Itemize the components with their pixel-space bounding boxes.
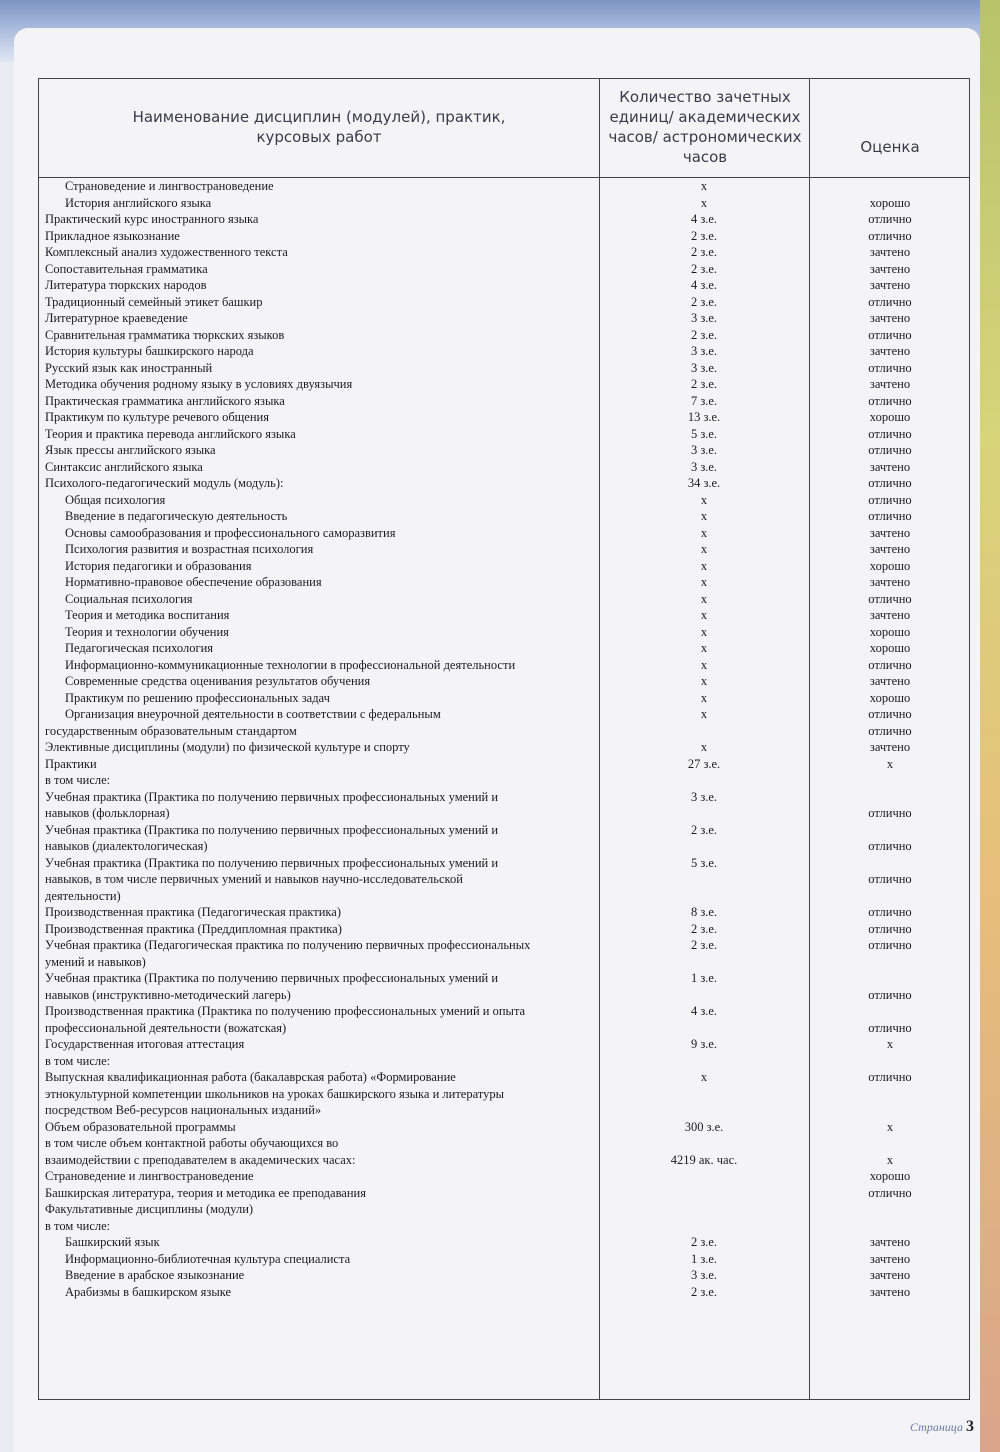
credit-quantity: 2 з.е. (690, 377, 718, 391)
discipline-name: Педагогическая психология (65, 641, 214, 655)
grade: зачтено (869, 575, 911, 589)
credit-quantity: 3 з.е. (690, 360, 718, 375)
grade: зачтено (869, 311, 911, 325)
table-row (39, 740, 971, 756)
discipline-name: Сравнительная грамматика тюркских языков (45, 327, 285, 342)
grade: хорошо (869, 410, 911, 424)
discipline-name: Социальная психология (65, 591, 193, 606)
credit-quantity: 3 з.е. (690, 1268, 718, 1282)
table-row (39, 707, 971, 723)
discipline-name: Практический курс иностранного языка (45, 212, 259, 226)
grades-table (38, 78, 970, 1400)
table-row (39, 773, 971, 789)
table-row (39, 361, 971, 377)
discipline-name: Русский язык как иностранный (45, 360, 213, 375)
table-row (39, 493, 971, 509)
grade: отлично (868, 393, 912, 408)
discipline-name: Элективные дисциплины (модули) по физической культуре и спорту (45, 740, 410, 754)
grade: отлично (868, 1185, 912, 1200)
credit-quantity: х (700, 608, 708, 622)
credit-quantity: 2 з.е. (690, 245, 718, 259)
discipline-name: Практикум по решению профессиональных задач (65, 690, 330, 705)
discipline-name: Выпускная квалификационная работа (бакалаврская работа) «Формирование (45, 1070, 456, 1084)
table-row (39, 262, 971, 278)
table-row (39, 410, 971, 426)
table-row (39, 608, 971, 624)
discipline-name: Учебная практика (Практика по получению первичных профессиональных умений и (45, 789, 499, 804)
header-discipline: Наименование дисциплин (модулей), практик, курсовых работ (132, 108, 506, 146)
credit-quantity: х (700, 1070, 708, 1084)
discipline-name: Объем образовательной программы (45, 1119, 236, 1134)
grade: отлично (868, 443, 912, 457)
table-row (39, 1004, 971, 1020)
grade: отлично (868, 707, 912, 721)
table-row (39, 757, 971, 773)
credit-quantity: 2 з.е. (690, 294, 718, 309)
discipline-name: Учебная практика (Практика по получению первичных профессиональных умений и (45, 855, 499, 870)
discipline-name: Теория и практика перевода английского языка (45, 426, 296, 441)
table-row (39, 311, 971, 327)
table-row (39, 476, 971, 492)
table-row (39, 938, 971, 954)
discipline-name: Производственная практика (Практика по получению профессиональных умений и опыта (45, 1004, 526, 1018)
discipline-name: Практики (45, 756, 97, 771)
table-row (39, 212, 971, 228)
discipline-name: Основы самообразования и профессионального саморазвития (65, 525, 396, 540)
table-row (39, 278, 971, 294)
discipline-name: Государственная итоговая аттестация (45, 1037, 245, 1051)
decorative-side-band (980, 0, 1000, 1452)
grade: отлично (868, 212, 912, 226)
credit-quantity: 13 з.е. (687, 410, 721, 424)
table-row (39, 575, 971, 591)
grade: зачтено (869, 344, 911, 358)
discipline-name: навыков (инструктивно-методический лагерь) (45, 987, 291, 1002)
discipline-name: Нормативно-правовое обеспечение образования (65, 575, 322, 589)
grade: отлично (868, 360, 912, 375)
credit-quantity: 8 з.е. (690, 905, 718, 919)
table-row (39, 1070, 971, 1086)
credit-quantity: 2 з.е. (690, 1284, 718, 1299)
discipline-name: в том числе объем контактной работы обучающихся во (45, 1136, 339, 1150)
grade: зачтено (869, 278, 911, 292)
grade: зачтено (869, 542, 911, 556)
credit-quantity: 1 з.е. (690, 1251, 718, 1266)
table-row (39, 658, 971, 674)
discipline-name: Страноведение и лингвострановедение (65, 179, 274, 193)
credit-quantity: 27 з.е. (687, 756, 721, 771)
discipline-name: навыков (фольклорная) (45, 806, 170, 820)
discipline-name: Учебная практика (Практика по получению первичных профессиональных умений и (45, 822, 499, 837)
discipline-name: Синтаксис английского языка (45, 459, 203, 474)
table-row (39, 905, 971, 921)
credit-quantity: х (700, 195, 708, 210)
table-row (39, 542, 971, 558)
grade: отлично (868, 591, 912, 606)
grade: х (886, 1152, 894, 1167)
discipline-name: умений и навыков) (45, 954, 146, 969)
grade: хорошо (869, 1169, 911, 1183)
credit-quantity: 3 з.е. (690, 311, 718, 325)
table-row (39, 592, 971, 608)
grade: хорошо (869, 641, 911, 655)
discipline-name: Учебная практика (Практика по получению первичных профессиональных умений и (45, 971, 499, 985)
discipline-name: Традиционный семейный этикет башкир (45, 294, 263, 309)
discipline-name: в том числе: (45, 1053, 111, 1068)
table-row (39, 394, 971, 410)
credit-quantity: 7 з.е. (690, 393, 718, 408)
grade: отлично (868, 1020, 912, 1035)
credit-quantity: 3 з.е. (690, 344, 718, 358)
table-row (39, 229, 971, 245)
discipline-name: навыков (диалектологическая) (45, 839, 208, 853)
discipline-name: посредством Веб-ресурсов национальных изданий» (45, 1103, 322, 1117)
table-row (39, 790, 971, 806)
table-row (39, 1037, 971, 1053)
table-row (39, 295, 971, 311)
discipline-name: Литературное краеведение (45, 311, 188, 325)
grade: отлично (868, 1070, 912, 1084)
grade: зачтено (869, 740, 911, 754)
page-label: Страница (910, 1420, 963, 1434)
table-row (39, 443, 971, 459)
grade: отлично (868, 905, 912, 919)
discipline-name: Психология развития и возрастная психология (65, 542, 314, 556)
credit-quantity: 2 з.е. (690, 1235, 718, 1249)
grade: зачтено (869, 1268, 911, 1282)
discipline-name: Практическая грамматика английского языка (45, 393, 285, 408)
grade: отлично (868, 806, 912, 820)
table-row (39, 1021, 971, 1037)
credit-quantity: 2 з.е. (690, 938, 718, 952)
table-row (39, 872, 971, 888)
grade: зачтено (869, 1251, 911, 1266)
table-row (39, 1252, 971, 1268)
credit-quantity: х (700, 525, 708, 540)
discipline-name: Башкирская литература, теория и методика ее преподавания (45, 1185, 366, 1200)
discipline-name: История английского языка (65, 195, 212, 210)
grade: отлично (868, 294, 912, 309)
discipline-name: в том числе: (45, 773, 111, 787)
table-row (39, 1136, 971, 1152)
grade: хорошо (869, 195, 911, 210)
page-footer (910, 1418, 974, 1436)
header-divider (39, 177, 969, 178)
discipline-name: взаимодействии с преподавателем в академических часах: (45, 1152, 356, 1167)
discipline-name: Методика обучения родному языку в условиях двуязычия (45, 377, 353, 391)
grade: отлично (868, 987, 912, 1002)
discipline-name: Организация внеурочной деятельности в соответствии с федеральным (65, 707, 441, 721)
table-row (39, 691, 971, 707)
table-row (39, 1235, 971, 1251)
grade: хорошо (869, 558, 911, 573)
table-row (39, 377, 971, 393)
discipline-name: в том числе: (45, 1218, 111, 1233)
credit-quantity: х (700, 641, 708, 655)
credit-quantity: 3 з.е. (690, 443, 718, 457)
grade: отлично (868, 872, 912, 886)
table-row (39, 625, 971, 641)
credit-quantity: х (700, 542, 708, 556)
table-row (39, 526, 971, 542)
table-row (39, 1285, 971, 1301)
discipline-name: Сопоставительная грамматика (45, 261, 208, 276)
discipline-name: История культуры башкирского народа (45, 344, 254, 358)
credit-quantity: х (700, 591, 708, 606)
table-row (39, 509, 971, 525)
grade: зачтено (869, 1284, 911, 1299)
discipline-name: Комплексный анализ художественного текста (45, 245, 288, 259)
discipline-name: Производственная практика (Педагогическая практика) (45, 905, 342, 919)
credit-quantity: 2 з.е. (690, 228, 718, 243)
table-row (39, 1268, 971, 1284)
grade: зачтено (869, 525, 911, 540)
grade: отлично (868, 921, 912, 936)
table-row (39, 1054, 971, 1070)
credit-quantity: 4 з.е. (690, 212, 718, 226)
discipline-name: Арабизмы в башкирском языке (65, 1284, 232, 1299)
discipline-name: государственным образовательным стандартом (45, 723, 297, 738)
credit-quantity: х (700, 575, 708, 589)
table-row (39, 1153, 971, 1169)
table-row (39, 641, 971, 657)
discipline-name: Производственная практика (Преддипломная практика) (45, 921, 342, 936)
discipline-name: Информационно-коммуникационные технологии в профессиональной деятельности (65, 657, 516, 672)
page-number: 3 (965, 1418, 974, 1435)
discipline-name: Психолого-педагогический модуль (модуль): (45, 476, 284, 490)
credit-quantity: 2 з.е. (690, 261, 718, 276)
credit-quantity: 2 з.е. (690, 921, 718, 936)
table-row (39, 559, 971, 575)
header-quantity: Количество зачетных единиц/ академических часов/ астрономических часов (608, 88, 802, 166)
discipline-name: Факультативные дисциплины (модули) (45, 1202, 254, 1216)
grade: отлично (868, 327, 912, 342)
grade: зачтено (869, 674, 911, 688)
grade: зачтено (869, 261, 911, 276)
credit-quantity: х (700, 657, 708, 672)
discipline-name: Теория и технологии обучения (65, 624, 229, 639)
discipline-name: Введение в арабское языкознание (65, 1268, 245, 1282)
table-row (39, 839, 971, 855)
table-row (39, 955, 971, 971)
credit-quantity: х (700, 674, 708, 688)
discipline-name: Язык прессы английского языка (45, 443, 216, 457)
discipline-name: профессиональной деятельности (вожатская) (45, 1020, 287, 1035)
credit-quantity: х (700, 509, 708, 523)
discipline-name: Страноведение и лингвострановедение (45, 1169, 254, 1183)
grade: отлично (868, 938, 912, 952)
credit-quantity: 9 з.е. (690, 1037, 718, 1051)
header-grade: Оценка (860, 138, 920, 156)
grade: зачтено (869, 377, 911, 391)
discipline-name: деятельности) (45, 888, 121, 903)
table-row (39, 1186, 971, 1202)
table-row (39, 460, 971, 476)
credit-quantity: 5 з.е. (690, 426, 718, 441)
grade: отлично (868, 839, 912, 853)
grade: зачтено (869, 1235, 911, 1249)
discipline-name: навыков, в том числе первичных умений и навыков научно-исследовательской (45, 872, 463, 886)
discipline-name: Прикладное языкознание (45, 228, 180, 243)
credit-quantity: 34 з.е. (687, 476, 721, 490)
table-row (39, 245, 971, 261)
discipline-name: Практикум по культуре речевого общения (45, 410, 269, 424)
table-row (39, 971, 971, 987)
grade: отлично (868, 228, 912, 243)
grade: отлично (868, 426, 912, 441)
grade: х (886, 1037, 894, 1051)
credit-quantity: 5 з.е. (690, 855, 718, 870)
credit-quantity: 2 з.е. (690, 327, 718, 342)
table-row (39, 889, 971, 905)
table-row (39, 1087, 971, 1103)
table-row (39, 179, 971, 195)
discipline-name: Общая психология (65, 492, 166, 507)
grade: отлично (868, 476, 912, 490)
grade: отлично (868, 723, 912, 738)
grade: зачтено (869, 608, 911, 622)
credit-quantity: 2 з.е. (690, 822, 718, 837)
credit-quantity: 4 з.е. (690, 278, 718, 292)
discipline-name: Введение в педагогическую деятельность (65, 509, 288, 523)
table-row (39, 922, 971, 938)
discipline-name: Информационно-библиотечная культура специалиста (65, 1251, 351, 1266)
table-row (39, 988, 971, 1004)
credit-quantity: 3 з.е. (690, 459, 718, 474)
table-row (39, 1169, 971, 1185)
discipline-name: Теория и методика воспитания (65, 608, 230, 622)
credit-quantity: 1 з.е. (690, 971, 718, 985)
table-row (39, 1120, 971, 1136)
table-row (39, 1219, 971, 1235)
table-row (39, 328, 971, 344)
grade: х (886, 1119, 894, 1134)
credit-quantity: 4219 ак. час. (670, 1152, 738, 1167)
table-row (39, 344, 971, 360)
credit-quantity: х (700, 740, 708, 754)
credit-quantity: 4 з.е. (690, 1004, 718, 1018)
table-row (39, 196, 971, 212)
grade: зачтено (869, 459, 911, 474)
grade: хорошо (869, 624, 911, 639)
credit-quantity: х (700, 492, 708, 507)
discipline-name: Современные средства оценивания результатов обучения (65, 674, 371, 688)
grade: х (886, 756, 894, 771)
table-row (39, 1202, 971, 1218)
discipline-name: Литература тюркских народов (45, 278, 207, 292)
grade: хорошо (869, 690, 911, 705)
grade: отлично (868, 492, 912, 507)
discipline-name: История педагогики и образования (65, 558, 252, 573)
grade: зачтено (869, 245, 911, 259)
credit-quantity: 3 з.е. (690, 789, 718, 804)
credit-quantity: 300 з.е. (684, 1119, 724, 1134)
table-row (39, 427, 971, 443)
table-row (39, 724, 971, 740)
credit-quantity: х (700, 624, 708, 639)
table-row (39, 674, 971, 690)
grade: отлично (868, 509, 912, 523)
discipline-name: Башкирский язык (65, 1235, 160, 1249)
discipline-name: этнокультурной компетенции школьников на уроках башкирского языка и литературы (45, 1086, 505, 1101)
table-row (39, 1103, 971, 1119)
credit-quantity: х (700, 707, 708, 721)
grade: отлично (868, 657, 912, 672)
table-row (39, 806, 971, 822)
discipline-name: Учебная практика (Педагогическая практика по получению первичных профессиональных (45, 938, 531, 952)
credit-quantity: х (700, 179, 708, 193)
table-row (39, 823, 971, 839)
table-row (39, 856, 971, 872)
credit-quantity: х (700, 558, 708, 573)
credit-quantity: х (700, 690, 708, 705)
